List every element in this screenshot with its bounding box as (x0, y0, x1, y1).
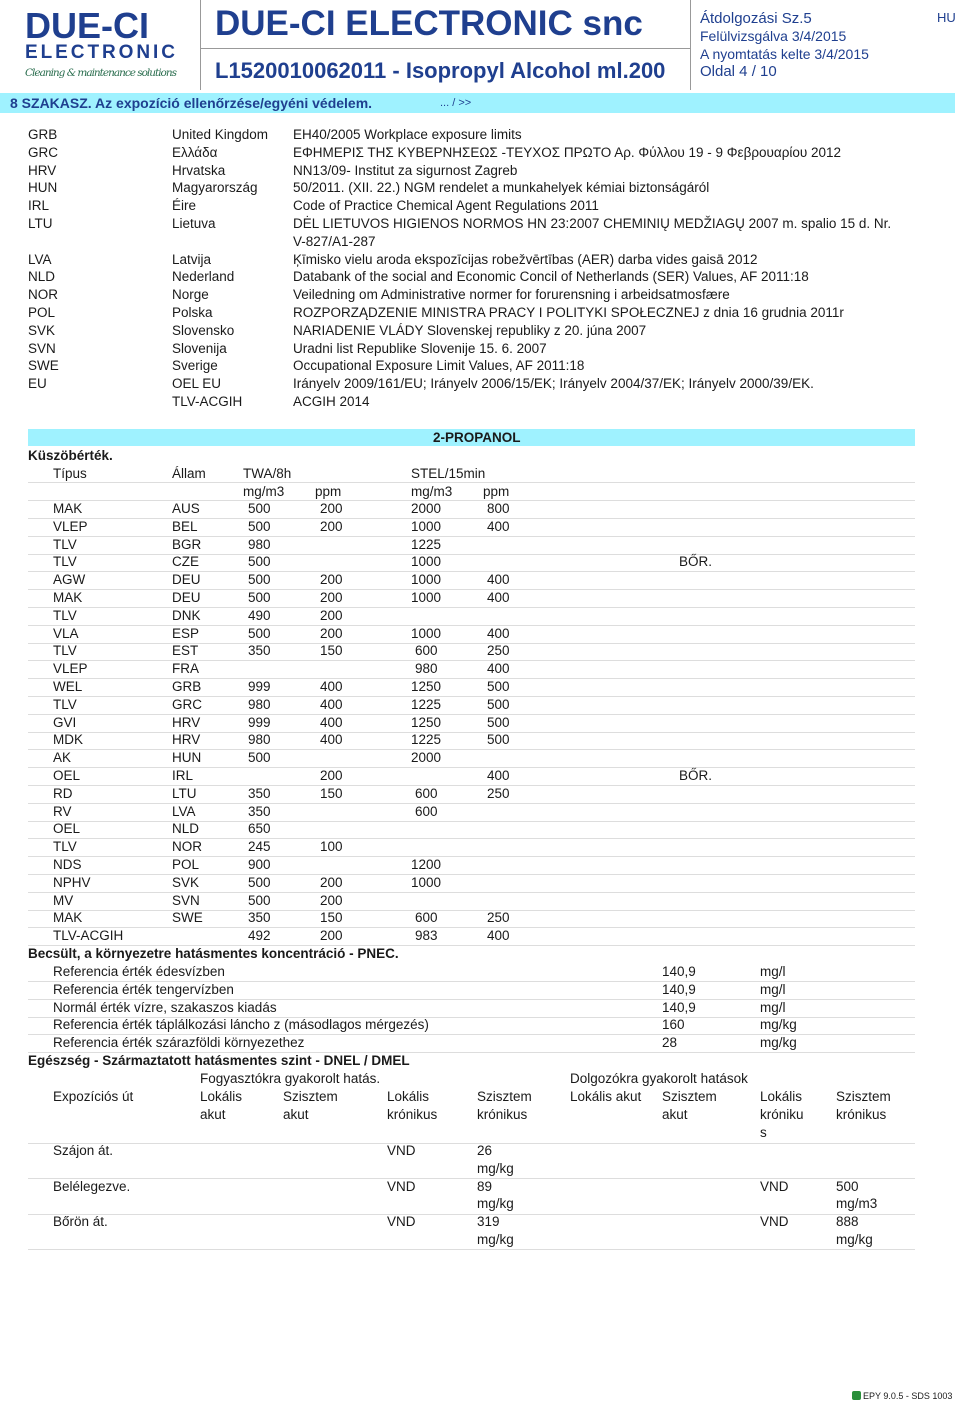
legislation-country: Nederland (172, 269, 235, 285)
limit-state: DNK (172, 607, 201, 623)
limit-type: GVI (53, 714, 77, 730)
dnel-c3b: krónikus (387, 1107, 438, 1122)
limit-stel-mg: 1000 (411, 874, 442, 890)
limit-state: FRA (172, 661, 199, 677)
col-stel-ppm: ppm (483, 484, 510, 499)
dnel-w4a: Szisztem (836, 1089, 891, 1104)
limit-type: MV (53, 892, 74, 908)
legislation-country: Hrvatska (172, 162, 226, 178)
col-stel: STEL/15min (411, 466, 486, 481)
pnec-value: 140,9 (662, 964, 696, 979)
col-type: Típus (53, 466, 87, 481)
limit-stel-ppm: 500 (487, 696, 510, 712)
col-state: Állam (172, 466, 206, 481)
limit-stel-mg: 2000 (411, 501, 442, 516)
pnec-unit: mg/l (760, 999, 786, 1015)
legislation-code: SVK (28, 322, 56, 338)
col-twa-mg: mg/m3 (243, 484, 285, 499)
limit-stel-mg: 1000 (411, 518, 442, 534)
limit-twa-mg: 650 (248, 821, 271, 837)
footer-text: EPY 9.0.5 - SDS 1003 (863, 1391, 953, 1401)
limit-type: OEL (53, 768, 81, 783)
legislation-code: IRL (28, 198, 50, 214)
limit-state: BEL (172, 518, 198, 534)
limit-twa-mg: 500 (248, 590, 271, 605)
limit-state: HRV (172, 714, 201, 730)
limit-type: AGW (53, 572, 86, 588)
dnel-consumer-systemic-chronic-unit: mg/kg (477, 1196, 514, 1212)
limit-twa-mg: 999 (248, 679, 271, 694)
limit-state: SWE (172, 910, 203, 926)
limit-stel-ppm: 400 (487, 518, 510, 534)
legislation-reference: Ķīmisko vielu aroda ekspozīcijas robežvērtības (AER) darba vides gaisā 2012 (293, 251, 758, 267)
limit-twa-ppm: 100 (320, 839, 343, 855)
reviewed-date: Felülvizsgálva 3/4/2015 (700, 28, 847, 44)
logo-text-1: DUE-CI (25, 6, 149, 46)
limit-twa-mg: 490 (248, 607, 271, 623)
legislation-reference: DĖL LIETUVOS HIGIENOS NORMOS HN 23:2007 CHEMINIŲ MEDŽIAGŲ 2007 m. spalio 15 d. Nr. (293, 216, 892, 231)
limit-stel-ppm: 400 (487, 572, 510, 588)
limit-state: SVN (172, 892, 200, 908)
limit-stel-mg: 983 (415, 928, 438, 944)
limit-twa-mg: 350 (248, 643, 271, 659)
pnec-value: 140,9 (662, 999, 696, 1015)
dnel-c1b: akut (200, 1107, 226, 1122)
dnel-w2a: Szisztem (662, 1089, 717, 1104)
dnel-w2b: akut (662, 1107, 688, 1122)
legislation-code: GRC (28, 144, 58, 160)
legislation-reference: NN13/09- Institut za sigurnost Zagreb (293, 162, 518, 178)
limit-twa-mg: 980 (248, 696, 271, 712)
limit-twa-mg: 980 (248, 536, 271, 552)
limit-state: IRL (172, 768, 194, 783)
pnec-label: Normál érték vízre, szakaszos kiadás (53, 999, 277, 1015)
limit-note: BŐR. (679, 554, 713, 570)
legislation-code: LVA (28, 251, 52, 267)
limit-twa-mg: 980 (248, 732, 271, 748)
legislation-reference: 50/2011. (XII. 22.) NGM rendelet a munkahelyek kémiai biztonságáról (293, 180, 710, 196)
limit-type: VLA (53, 625, 79, 641)
dnel-worker-systemic-chronic-unit: mg/kg (836, 1232, 873, 1247)
dnel-consumer-local-chronic: VND (387, 1143, 416, 1158)
limit-twa-mg: 500 (248, 572, 271, 588)
limit-state: DEU (172, 572, 201, 588)
legislation-code: LTU (28, 216, 53, 231)
limit-stel-ppm: 250 (487, 910, 510, 926)
limit-type: MAK (53, 501, 83, 516)
legislation-code: NOR (28, 287, 58, 303)
limit-twa-mg: 245 (248, 839, 271, 855)
limit-state: SVK (172, 874, 200, 890)
continued-marker: ... / >> (440, 97, 472, 109)
limit-type: MDK (53, 732, 83, 748)
dnel-w3c: s (760, 1125, 767, 1140)
limit-stel-ppm: 400 (487, 661, 510, 677)
limit-twa-ppm: 200 (320, 590, 343, 605)
dnel-worker-systemic-chronic-value: 500 (836, 1178, 859, 1194)
limit-twa-mg: 492 (248, 928, 271, 944)
limit-type: VLEP (53, 518, 88, 534)
dnel-c4b: krónikus (477, 1107, 528, 1122)
limit-stel-mg: 1250 (411, 679, 442, 694)
limit-type: TLV (53, 536, 77, 552)
limit-twa-mg: 500 (248, 750, 271, 766)
limit-note: BŐR. (679, 768, 713, 783)
limit-stel-mg: 1250 (411, 714, 442, 730)
logo-text-2: ELECTRONIC (25, 42, 175, 63)
limit-twa-ppm: 150 (320, 643, 343, 659)
limit-stel-mg: 1225 (411, 536, 442, 552)
dnel-worker-systemic-chronic-unit: mg/m3 (836, 1196, 878, 1212)
legislation-country: Latvija (172, 251, 212, 267)
limit-twa-mg: 350 (248, 803, 271, 819)
limit-stel-mg: 600 (415, 910, 438, 926)
limit-type: TLV (53, 839, 77, 855)
pnec-unit: mg/l (760, 964, 786, 979)
limit-twa-ppm: 400 (320, 732, 343, 748)
legislation-code: HRV (28, 162, 57, 178)
legislation-code: SVN (28, 340, 56, 356)
legislation-country: Slovensko (172, 322, 235, 338)
limit-state: AUS (172, 501, 200, 516)
legislation-code: HUN (28, 180, 58, 196)
limit-type: TLV (53, 607, 77, 623)
limit-twa-ppm: 200 (320, 572, 343, 588)
legislation-reference: Uradni list Republike Slovenije 15. 6. 2007 (293, 340, 547, 356)
limit-state: ESP (172, 625, 200, 641)
limit-state: LTU (172, 785, 197, 801)
col-stel-mg: mg/m3 (411, 484, 453, 499)
legislation-reference: ROZPORZĄDZENIE MINISTRA PRACY I POLITYKI SPOŁECZNEJ z dnia 16 grudnia 2011r (293, 305, 844, 320)
limit-stel-mg: 600 (415, 785, 438, 801)
company-name: DUE-CI ELECTRONIC snc (215, 4, 643, 43)
dnel-consumer-systemic-chronic-unit: mg/kg (477, 1160, 514, 1176)
legislation-country: Sverige (172, 358, 218, 374)
limit-state: HUN (172, 750, 202, 766)
dnel-workers-header: Dolgozókra gyakorolt hatások (570, 1071, 748, 1086)
limit-state: GRC (172, 696, 202, 712)
limit-state: EST (172, 643, 199, 659)
legislation-code: GRB (28, 127, 58, 142)
legislation-country: Ελλάδα (172, 144, 218, 160)
limit-twa-ppm: 400 (320, 696, 343, 712)
limit-stel-ppm: 250 (487, 785, 510, 801)
limit-state: LVA (172, 803, 196, 819)
limit-stel-mg: 1225 (411, 732, 442, 748)
limit-type: TLV (53, 696, 77, 712)
limit-twa-mg: 500 (248, 501, 271, 516)
dnel-route: Szájon át. (53, 1143, 114, 1158)
limit-stel-ppm: 400 (487, 928, 510, 944)
limit-twa-mg: 500 (248, 554, 271, 570)
pnec-unit: mg/l (760, 981, 786, 997)
limit-twa-mg: 500 (248, 892, 271, 908)
legislation-reference-cont: V-827/A1-287 (293, 233, 376, 249)
dnel-w4b: krónikus (836, 1107, 887, 1122)
legislation-reference: Veiledning om Administrative normer for forurensning i arbeidsatmosfære (293, 287, 730, 303)
limit-type: RV (53, 803, 72, 819)
legislation-reference: ACGIH 2014 (293, 394, 370, 409)
dnel-consumer-systemic-chronic-unit: mg/kg (477, 1232, 514, 1247)
legislation-country: Magyarország (172, 180, 258, 196)
legislation-reference: NARIADENIE VLÁDY Slovenskej republiky z 20. júna 2007 (293, 322, 647, 338)
limit-stel-mg: 1225 (411, 696, 442, 712)
col-twa-ppm: ppm (315, 484, 342, 499)
limit-stel-mg: 1200 (411, 857, 442, 872)
pnec-label: Referencia érték táplálkozási láncho z (másodlagos mérgezés) (53, 1017, 429, 1033)
pnec-title: Becsült, a környezetre hatásmentes koncentráció - PNEC. (28, 946, 399, 961)
pnec-label: Referencia érték szárazföldi környezethez (53, 1035, 305, 1051)
limit-stel-ppm: 500 (487, 714, 510, 730)
limit-type: TLV (53, 554, 77, 570)
limit-twa-ppm: 400 (320, 679, 343, 694)
limit-stel-ppm: 250 (487, 643, 510, 659)
dnel-w3a: Lokális (760, 1089, 803, 1104)
dnel-route-header: Expozíciós út (53, 1089, 134, 1104)
limit-type: NDS (53, 857, 82, 872)
limit-stel-mg: 600 (415, 803, 438, 819)
limit-state: CZE (172, 554, 199, 570)
limit-state: GRB (172, 679, 202, 694)
limit-twa-mg: 500 (248, 518, 271, 534)
substance-name: 2-PROPANOL (433, 430, 521, 445)
limit-twa-mg: 999 (248, 714, 271, 730)
threshold-title: Küszöbérték. (28, 448, 113, 463)
pnec-value: 160 (662, 1017, 685, 1033)
dnel-consumer-systemic-chronic-value: 26 (477, 1143, 493, 1158)
limit-state: BGR (172, 536, 202, 552)
pnec-unit: mg/kg (760, 1035, 797, 1051)
limit-twa-ppm: 150 (320, 910, 343, 926)
legislation-code: EU (28, 376, 47, 392)
limit-type: MAK (53, 910, 83, 926)
pnec-value: 140,9 (662, 981, 696, 997)
dnel-c4a: Szisztem (477, 1089, 532, 1104)
dnel-c3a: Lokális (387, 1089, 430, 1104)
dnel-w3b: króniku (760, 1107, 804, 1122)
dnel-consumer-local-chronic: VND (387, 1178, 416, 1194)
legislation-reference: Occupational Exposure Limit Values, AF 2011:18 (293, 358, 585, 374)
limit-stel-ppm: 500 (487, 679, 510, 694)
legislation-reference: ΕΦΗΜΕΡΙΣ ΤΗΣ ΚΥΒΕΡΝΗΣΕΩΣ -ΤΕΥΧΟΣ ΠΡΩΤΟ Αρ. Φύλλου 19 - 9 Φεβρουαρίου 2012 (293, 144, 842, 160)
epy-logo-icon (852, 1391, 861, 1400)
revision-number: Átdolgozási Sz.5 (700, 10, 812, 27)
limit-twa-ppm: 200 (320, 501, 343, 516)
dnel-w1: Lokális akut (570, 1089, 642, 1104)
limit-twa-ppm: 200 (320, 768, 343, 783)
limit-twa-ppm: 200 (320, 928, 343, 944)
legislation-reference: Databank of the social and Economic Concil of Netherlands (SER) Values, AF 2011:18 (293, 269, 809, 285)
limit-type: OEL (53, 821, 81, 837)
dnel-title: Egészség - Származtatott hatásmentes szint - DNEL / DMEL (28, 1053, 410, 1068)
limit-twa-ppm: 200 (320, 892, 343, 908)
dnel-consumers-header: Fogyasztókra gyakorolt hatás. (200, 1071, 381, 1086)
limit-type: VLEP (53, 661, 88, 677)
limit-twa-mg: 500 (248, 874, 271, 890)
limit-twa-ppm: 150 (320, 785, 343, 801)
company-logo (25, 6, 185, 84)
limit-state: POL (172, 857, 200, 872)
limit-stel-mg: 1000 (411, 572, 442, 588)
limit-stel-mg: 980 (415, 661, 438, 677)
legislation-country: TLV-ACGIH (172, 394, 243, 409)
limit-stel-mg: 600 (415, 643, 438, 659)
page-number: Oldal 4 / 10 (700, 63, 777, 80)
limit-stel-mg: 2000 (411, 750, 442, 766)
logo-tagline: Cleaning & maintenance solutions (25, 67, 177, 79)
limit-state: NOR (172, 839, 202, 855)
limit-twa-ppm: 200 (320, 874, 343, 890)
limit-stel-ppm: 500 (487, 732, 510, 748)
limit-state: HRV (172, 732, 201, 748)
limit-twa-mg: 900 (248, 857, 271, 872)
limit-state: NLD (172, 821, 200, 837)
limit-type: NPHV (53, 874, 91, 890)
section-title: 8 SZAKASZ. Az expozíció ellenőrzése/egyéni védelem. (10, 95, 373, 111)
dnel-route: Belélegezve. (53, 1178, 131, 1194)
pnec-label: Referencia érték édesvízben (53, 964, 225, 979)
limit-stel-ppm: 400 (487, 590, 510, 605)
footer (852, 1391, 952, 1401)
limit-stel-mg: 1000 (411, 625, 442, 641)
col-twa: TWA/8h (243, 466, 292, 481)
print-date: A nyomtatás kelte 3/4/2015 (700, 46, 869, 62)
pnec-value: 28 (662, 1035, 678, 1051)
dnel-consumer-systemic-chronic-value: 89 (477, 1178, 493, 1194)
legislation-code: POL (28, 305, 56, 320)
legislation-reference: EH40/2005 Workplace exposure limits (293, 127, 522, 142)
limit-twa-ppm: 200 (320, 518, 343, 534)
limit-state: DEU (172, 590, 201, 605)
dnel-worker-local-chronic: VND (760, 1178, 789, 1194)
pnec-unit: mg/kg (760, 1017, 797, 1033)
pnec-label: Referencia érték tengervízben (53, 981, 234, 997)
legislation-country: Éire (172, 198, 197, 214)
limit-type: TLV (53, 643, 77, 659)
dnel-consumer-systemic-chronic-value: 319 (477, 1214, 500, 1230)
limit-stel-mg: 1000 (411, 590, 442, 605)
legislation-code: SWE (28, 358, 59, 374)
legislation-country: Lietuva (172, 216, 216, 231)
language-code: HU (937, 10, 956, 25)
limit-twa-ppm: 200 (320, 625, 343, 641)
legislation-reference: Irányelv 2009/161/EU; Irányelv 2006/15/EK; Irányelv 2004/37/EK; Irányelv 2000/39/EK. (293, 376, 814, 392)
product-name: L152001006201​1 - Isopropyl Alcohol ml.200 (215, 58, 666, 83)
dnel-worker-systemic-chronic-value: 888 (836, 1214, 859, 1230)
limit-twa-mg: 350 (248, 785, 271, 801)
dnel-consumer-local-chronic: VND (387, 1214, 416, 1230)
legislation-country: Norge (172, 287, 209, 303)
limit-twa-ppm: 200 (320, 607, 343, 623)
limit-twa-mg: 350 (248, 910, 271, 926)
legislation-country: Slovenija (172, 340, 227, 356)
dnel-worker-local-chronic: VND (760, 1214, 789, 1230)
dnel-route: Bőrön át. (53, 1214, 108, 1230)
legislation-country: United Kingdom (172, 127, 269, 142)
legislation-country: OEL EU (172, 376, 222, 392)
legislation-country: Polska (172, 305, 213, 320)
limit-type: AK (53, 750, 72, 766)
dnel-c1a: Lokális (200, 1089, 243, 1104)
limit-type: TLV-ACGIH (53, 928, 124, 944)
limit-type: MAK (53, 590, 83, 605)
dnel-c2b: akut (283, 1107, 309, 1122)
limit-stel-mg: 1000 (411, 554, 442, 570)
limit-type: WEL (53, 679, 83, 694)
limit-stel-ppm: 800 (487, 501, 510, 516)
dnel-c2a: Szisztem (283, 1089, 338, 1104)
limit-stel-ppm: 400 (487, 768, 510, 783)
legislation-code: NLD (28, 269, 56, 285)
limit-type: RD (53, 785, 73, 801)
limit-stel-ppm: 400 (487, 625, 510, 641)
limit-twa-mg: 500 (248, 625, 271, 641)
limit-twa-ppm: 400 (320, 714, 343, 730)
legislation-reference: Code of Practice Chemical Agent Regulations 2011 (293, 198, 599, 214)
